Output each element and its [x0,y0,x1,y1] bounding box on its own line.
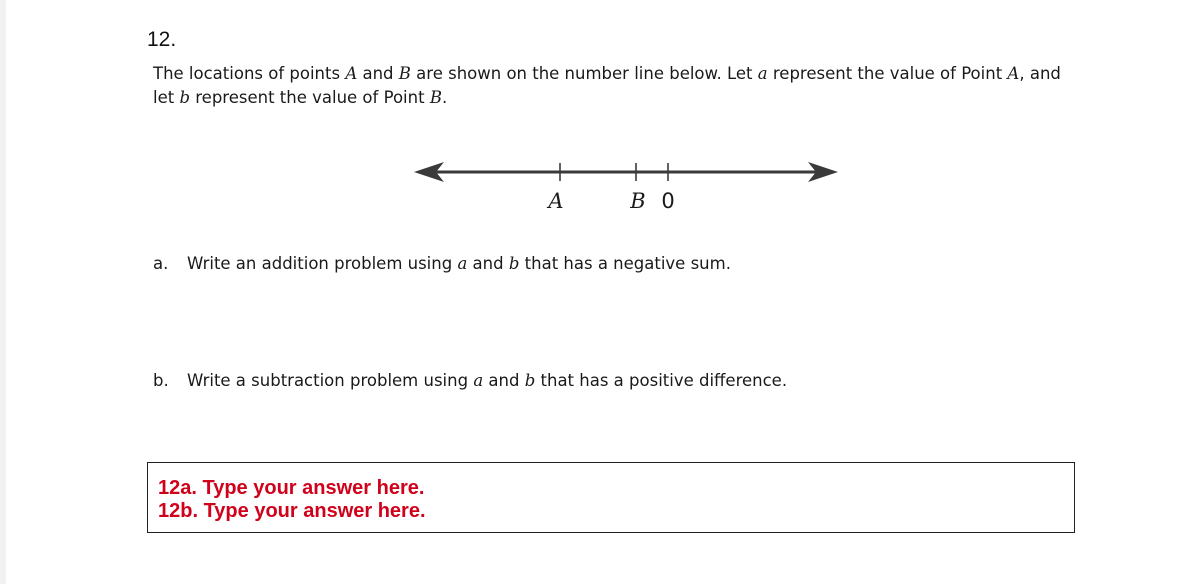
number-line [410,152,850,216]
part-a [153,254,853,278]
math-variable-a: a [757,64,768,83]
question-number: 12. [147,28,177,51]
answer-12a-field[interactable]: 12a. Type your answer here. [158,477,425,499]
math-variable-b: b [179,88,191,107]
math-point-b: B [429,88,442,107]
label-zero: 0 [661,189,675,213]
part-text: and [483,371,525,390]
label-point-a: A [548,189,564,213]
math-variable-a: a [473,371,484,390]
part-text: and [467,254,509,273]
prompt-text: represent the value of Point [190,88,430,107]
part-text: that has a positive difference. [535,371,788,390]
page-edge [0,0,6,584]
math-variable-a: a [457,254,468,273]
part-b-text [187,371,787,390]
part-b [153,371,913,395]
answer-12b-field[interactable]: 12b. Type your answer here. [158,500,426,522]
part-a-letter: a. [153,254,169,273]
prompt-text: , and let [153,64,1061,107]
part-b-letter: b. [153,371,169,390]
math-point-b: B [398,64,411,83]
prompt-text: . [441,88,448,107]
math-point-a: A [345,64,358,83]
part-text: Write an addition problem using [187,254,458,273]
answer-input-box[interactable] [147,462,1075,533]
prompt-text: and [357,64,399,83]
prompt-text: represent the value of Point [767,64,1008,83]
prompt-text: The locations of points [153,64,346,83]
prompt-text: are shown on the number line below. Let [410,64,758,83]
math-variable-b: b [524,371,536,390]
part-text: Write a subtraction problem using [187,371,474,390]
question-prompt [153,62,1073,110]
part-text: that has a negative sum. [519,254,731,273]
math-variable-b: b [508,254,520,273]
math-point-a: A [1007,64,1020,83]
part-a-text [187,254,731,273]
label-point-b: B [630,189,646,213]
